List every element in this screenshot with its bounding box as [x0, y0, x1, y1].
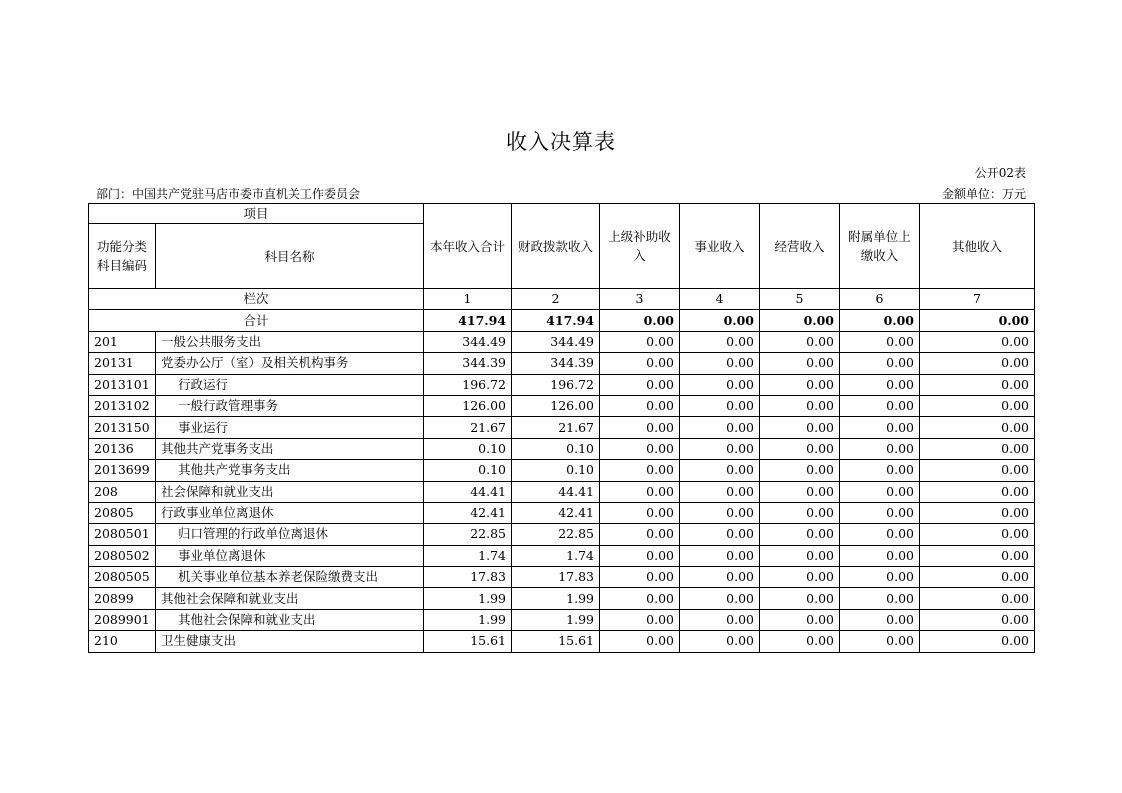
table-row	[89, 374, 1035, 395]
amount-cell: 0.00	[600, 567, 680, 588]
amount-cell: 0.00	[840, 524, 920, 545]
subject-code: 201	[89, 331, 156, 352]
subject-code: 210	[89, 631, 156, 652]
amount-cell: 0.00	[680, 481, 760, 502]
amount-cell: 0.00	[680, 567, 760, 588]
amount-cell: 0.00	[840, 353, 920, 374]
total-value: 0.00	[840, 310, 920, 331]
column-number-row	[89, 289, 1035, 310]
amount-cell: 126.00	[512, 395, 600, 416]
amount-cell: 1.99	[424, 609, 512, 630]
table-row	[89, 502, 1035, 523]
amount-cell: 0.00	[760, 631, 840, 652]
amount-cell: 344.39	[424, 353, 512, 374]
amount-cell: 0.00	[600, 588, 680, 609]
total-value: 0.00	[760, 310, 840, 331]
amount-cell: 0.10	[512, 438, 600, 459]
amount-cell: 0.00	[680, 395, 760, 416]
amount-cell: 0.00	[760, 331, 840, 352]
table-row	[89, 567, 1035, 588]
amount-cell: 0.00	[600, 374, 680, 395]
amount-cell: 0.00	[680, 417, 760, 438]
amount-cell: 0.00	[920, 545, 1035, 566]
amount-cell: 44.41	[512, 481, 600, 502]
department-label: 部门：中国共产党驻马店市委市直机关工作委员会	[96, 187, 361, 201]
amount-cell: 0.00	[680, 438, 760, 459]
amount-cell: 0.00	[760, 374, 840, 395]
amount-cell: 0.00	[600, 438, 680, 459]
column-number: 2	[512, 289, 600, 310]
subject-code: 2080501	[89, 524, 156, 545]
col-affiliated-header: 附属单位上缴收入	[840, 204, 920, 289]
total-value: 0.00	[920, 310, 1035, 331]
col-other-header: 其他收入	[920, 204, 1035, 289]
amount-cell: 17.83	[424, 567, 512, 588]
amount-unit-label: 金额单位：万元	[941, 187, 1026, 201]
amount-cell: 0.00	[760, 417, 840, 438]
amount-cell: 0.00	[760, 609, 840, 630]
amount-cell: 0.00	[760, 353, 840, 374]
amount-cell: 44.41	[424, 481, 512, 502]
amount-cell: 0.00	[600, 502, 680, 523]
amount-cell: 0.00	[760, 438, 840, 459]
amount-cell: 21.67	[424, 417, 512, 438]
amount-cell: 1.74	[512, 545, 600, 566]
amount-cell: 0.00	[760, 395, 840, 416]
table-row	[89, 631, 1035, 652]
subject-name: 行政事业单位离退休	[156, 502, 424, 523]
subject-name: 卫生健康支出	[156, 631, 424, 652]
amount-cell: 0.00	[920, 331, 1035, 352]
amount-cell: 22.85	[512, 524, 600, 545]
amount-cell: 0.00	[760, 502, 840, 523]
amount-cell: 1.99	[424, 588, 512, 609]
subject-name: 其他共产党事务支出	[156, 460, 424, 481]
subject-name: 一般行政管理事务	[156, 395, 424, 416]
amount-cell: 21.67	[512, 417, 600, 438]
table-row	[89, 417, 1035, 438]
total-value: 0.00	[600, 310, 680, 331]
total-row	[89, 310, 1035, 331]
subject-name: 机关事业单位基本养老保险缴费支出	[156, 567, 424, 588]
amount-cell: 0.00	[920, 460, 1035, 481]
col-upper-header: 上级补助收入	[600, 204, 680, 289]
amount-cell: 0.00	[840, 481, 920, 502]
col-operating-header: 经营收入	[760, 204, 840, 289]
subject-code: 20805	[89, 502, 156, 523]
amount-cell: 0.00	[680, 353, 760, 374]
amount-cell: 0.00	[840, 545, 920, 566]
subject-code: 2089901	[89, 609, 156, 630]
amount-cell: 0.00	[600, 524, 680, 545]
subject-code: 2080502	[89, 545, 156, 566]
subject-name-header: 科目名称	[156, 224, 424, 289]
subject-code: 2013101	[89, 374, 156, 395]
amount-cell: 0.00	[920, 353, 1035, 374]
func-code-header: 功能分类科目编码	[89, 224, 156, 289]
col-business-header: 事业收入	[680, 204, 760, 289]
amount-cell: 0.00	[760, 524, 840, 545]
amount-cell: 0.00	[840, 417, 920, 438]
subject-code: 208	[89, 481, 156, 502]
total-value: 0.00	[680, 310, 760, 331]
subject-name: 党委办公厅（室）及相关机构事务	[156, 353, 424, 374]
amount-cell: 0.00	[680, 588, 760, 609]
amount-cell: 0.00	[840, 588, 920, 609]
amount-cell: 0.00	[840, 374, 920, 395]
table-row	[89, 331, 1035, 352]
amount-cell: 344.39	[512, 353, 600, 374]
column-number: 1	[424, 289, 512, 310]
amount-cell: 0.00	[840, 395, 920, 416]
amount-cell: 0.00	[760, 545, 840, 566]
amount-cell: 0.00	[840, 567, 920, 588]
amount-cell: 0.00	[920, 417, 1035, 438]
amount-cell: 0.00	[600, 460, 680, 481]
amount-cell: 0.00	[840, 331, 920, 352]
amount-cell: 0.00	[680, 460, 760, 481]
income-table	[88, 203, 1035, 653]
amount-cell: 0.00	[840, 460, 920, 481]
amount-cell: 1.99	[512, 609, 600, 630]
col-total-header: 本年收入合计	[424, 204, 512, 289]
amount-cell: 0.10	[512, 460, 600, 481]
item-header: 项目	[89, 204, 424, 224]
lanci-label: 栏次	[89, 289, 424, 310]
amount-cell: 0.00	[920, 395, 1035, 416]
amount-cell: 1.99	[512, 588, 600, 609]
amount-cell: 15.61	[424, 631, 512, 652]
amount-cell: 0.00	[760, 460, 840, 481]
column-number: 3	[600, 289, 680, 310]
amount-cell: 0.00	[600, 395, 680, 416]
amount-cell: 0.10	[424, 460, 512, 481]
amount-cell: 0.00	[920, 438, 1035, 459]
amount-cell: 0.00	[680, 374, 760, 395]
amount-cell: 344.49	[512, 331, 600, 352]
amount-cell: 0.00	[920, 588, 1035, 609]
subject-name: 其他社会保障和就业支出	[156, 588, 424, 609]
amount-cell: 1.74	[424, 545, 512, 566]
subject-name: 一般公共服务支出	[156, 331, 424, 352]
amount-cell: 0.00	[840, 502, 920, 523]
subject-name: 社会保障和就业支出	[156, 481, 424, 502]
amount-cell: 0.00	[920, 567, 1035, 588]
subject-name: 其他社会保障和就业支出	[156, 609, 424, 630]
amount-cell: 0.00	[840, 609, 920, 630]
page-title: 收入决算表	[506, 130, 616, 154]
column-number: 7	[920, 289, 1035, 310]
amount-cell: 17.83	[512, 567, 600, 588]
table-row	[89, 438, 1035, 459]
subject-name: 其他共产党事务支出	[156, 438, 424, 459]
amount-cell: 0.00	[920, 481, 1035, 502]
column-number: 5	[760, 289, 840, 310]
total-value: 417.94	[512, 310, 600, 331]
subject-name: 事业单位离退休	[156, 545, 424, 566]
amount-cell: 0.00	[600, 331, 680, 352]
total-label: 合计	[89, 310, 424, 331]
subject-code: 2013150	[89, 417, 156, 438]
table-row	[89, 609, 1035, 630]
amount-cell: 0.00	[600, 609, 680, 630]
amount-cell: 0.00	[920, 609, 1035, 630]
header-row-1	[89, 204, 1035, 224]
amount-cell: 0.00	[600, 417, 680, 438]
amount-cell: 0.00	[600, 353, 680, 374]
subject-name: 归口管理的行政单位离退休	[156, 524, 424, 545]
subject-code: 2013699	[89, 460, 156, 481]
subject-name: 事业运行	[156, 417, 424, 438]
amount-cell: 0.00	[920, 374, 1035, 395]
amount-cell: 0.00	[760, 481, 840, 502]
amount-cell: 42.41	[424, 502, 512, 523]
amount-cell: 0.00	[680, 545, 760, 566]
table-row	[89, 524, 1035, 545]
amount-cell: 0.00	[760, 567, 840, 588]
amount-cell: 0.00	[600, 631, 680, 652]
subject-code: 2013102	[89, 395, 156, 416]
column-number: 4	[680, 289, 760, 310]
table-row	[89, 395, 1035, 416]
amount-cell: 0.00	[600, 545, 680, 566]
subject-name: 行政运行	[156, 374, 424, 395]
table-row	[89, 481, 1035, 502]
amount-cell: 0.00	[920, 502, 1035, 523]
amount-cell: 126.00	[424, 395, 512, 416]
amount-cell: 0.00	[680, 524, 760, 545]
table-row	[89, 460, 1035, 481]
col-fiscal-header: 财政拨款收入	[512, 204, 600, 289]
amount-cell: 0.00	[760, 588, 840, 609]
amount-cell: 0.00	[840, 438, 920, 459]
amount-cell: 0.00	[680, 502, 760, 523]
subject-code: 20899	[89, 588, 156, 609]
amount-cell: 196.72	[424, 374, 512, 395]
amount-cell: 196.72	[512, 374, 600, 395]
column-number: 6	[840, 289, 920, 310]
total-value: 417.94	[424, 310, 512, 331]
amount-cell: 22.85	[424, 524, 512, 545]
amount-cell: 0.00	[680, 331, 760, 352]
table-row	[89, 545, 1035, 566]
table-row	[89, 588, 1035, 609]
amount-cell: 0.00	[680, 609, 760, 630]
form-number: 公开02表	[974, 166, 1026, 180]
amount-cell: 15.61	[512, 631, 600, 652]
subject-code: 2080505	[89, 567, 156, 588]
amount-cell: 0.10	[424, 438, 512, 459]
subject-code: 20131	[89, 353, 156, 374]
amount-cell: 42.41	[512, 502, 600, 523]
amount-cell: 0.00	[920, 524, 1035, 545]
subject-code: 20136	[89, 438, 156, 459]
amount-cell: 0.00	[920, 631, 1035, 652]
amount-cell: 0.00	[600, 481, 680, 502]
amount-cell: 0.00	[840, 631, 920, 652]
table-row	[89, 353, 1035, 374]
amount-cell: 0.00	[680, 631, 760, 652]
amount-cell: 344.49	[424, 331, 512, 352]
